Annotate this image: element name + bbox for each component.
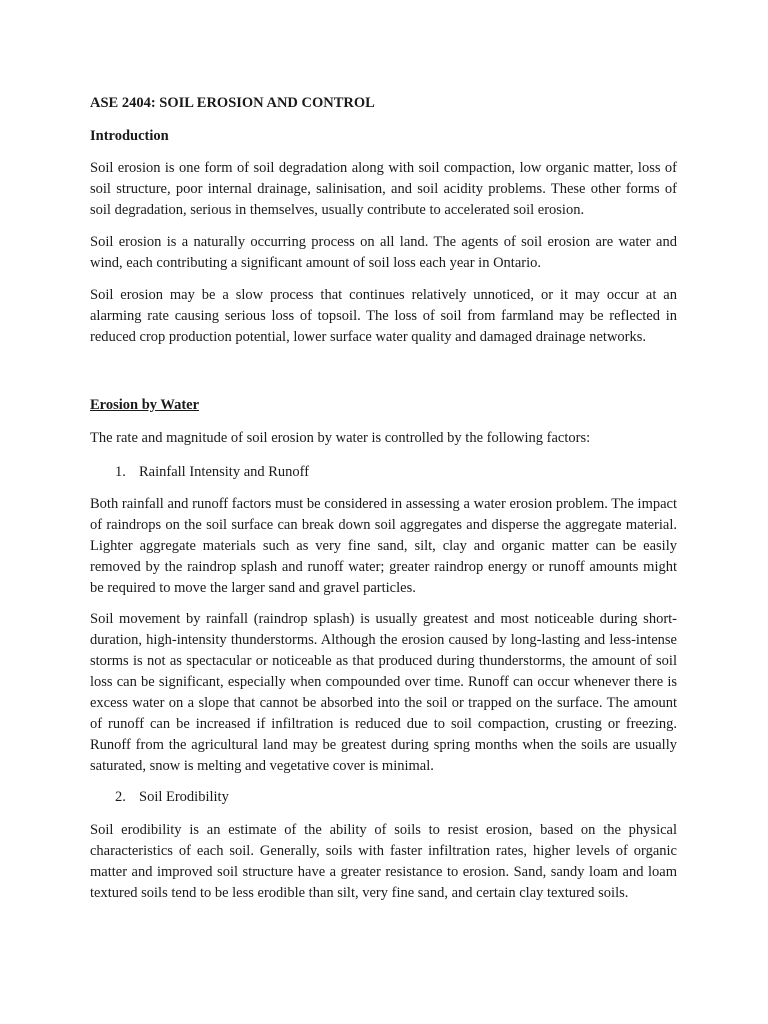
list-item-label: Rainfall Intensity and Runoff (139, 464, 310, 480)
intro-paragraph: Soil erosion may be a slow process that continues relatively unnoticed, or it may occur at an alarming rate causing serious loss of topsoil. The loss of soil from farmland may be reflected in reduced crop production potential, lower surface water quality and damaged drainage networks. (90, 287, 677, 345)
factor-list-item (90, 787, 229, 807)
factor-paragraph: Soil erodibility is an estimate of the ability of soils to resist erosion, based on the physical characteristics of each soil. Generally, soils with faster infiltration rates, higher levels of organic matter and improved soil structure have a greater resistance to erosion. Sand, sandy loam and loam textured soils tend to be less erodible than silt, very fine sand, and certain clay textured soils. (90, 822, 677, 901)
intro-paragraph: Soil erosion is one form of soil degradation along with soil compaction, low organic matter, loss of soil structure, poor internal drainage, salinisation, and soil acidity problems. These other forms of soil degradation, serious in themselves, usually contribute to accelerated soil erosion. (90, 160, 677, 218)
factor-paragraph: Soil movement by rainfall (raindrop splash) is usually greatest and most noticeable during short-duration, high-intensity thunderstorms. Although the erosion caused by long-lasting and less-intense storms is not as spectacular or noticeable as that produced during thunderstorms, the amount of soil loss can be significant, especially when compounded over time. Runoff can occur whenever there is excess water on a slope that cannot be absorbed into the soil or trapped on the surface. The amount of runoff can be increased if infiltration is reduced due to soil compaction, crusting or freezing. Runoff from the agricultural land may be greatest during spring months when the soils are usually saturated, snow is melting and vegetative cover is minimal. (90, 611, 677, 774)
factor-list-item (90, 462, 309, 482)
factor-paragraph: Both rainfall and runoff factors must be considered in assessing a water erosion problem. The impact of raindrops on the soil surface can break down soil aggregates and disperse the aggregate material. Lighter aggregate materials such as very fine sand, silt, clay and organic matter can be easily removed by the raindrop splash and runoff water; greater raindrop energy or runoff amounts might be required to move the larger sand and gravel particles. (90, 496, 677, 596)
list-item-label: Soil Erodibility (139, 789, 229, 805)
water-intro-paragraph: The rate and magnitude of soil erosion by water is controlled by the following factors: (90, 430, 591, 446)
erosion-by-water-heading: Erosion by Water (90, 397, 200, 413)
list-number: 1. (115, 464, 126, 480)
introduction-heading: Introduction (90, 128, 169, 144)
intro-paragraph: Soil erosion is a naturally occurring process on all land. The agents of soil erosion are water and wind, each contributing a significant amount of soil loss each year in Ontario. (90, 234, 677, 271)
document-title: ASE 2404: SOIL EROSION AND CONTROL (90, 95, 375, 111)
list-number: 2. (115, 789, 126, 805)
